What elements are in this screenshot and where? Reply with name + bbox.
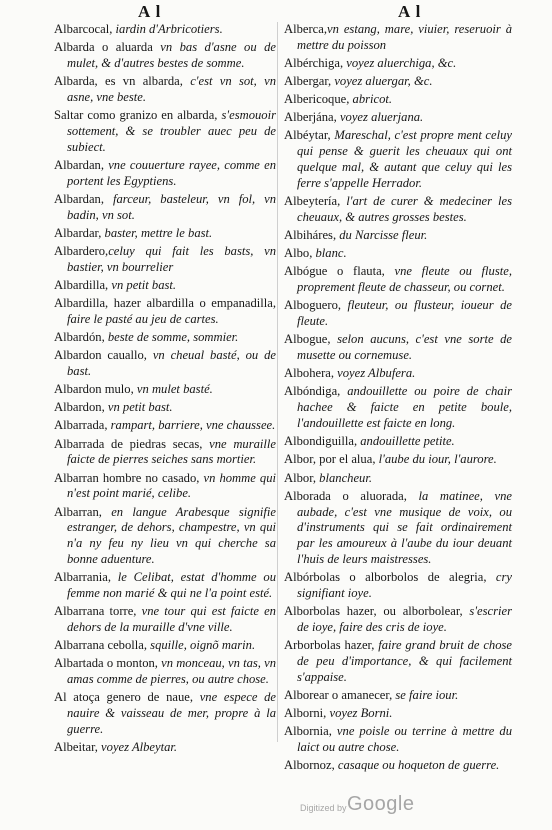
dictionary-entry (54, 158, 276, 190)
entry-definition: voyez Borni. (326, 706, 393, 721)
dictionary-entry (284, 758, 512, 774)
dictionary-entry (54, 570, 276, 602)
dictionary-entry (284, 570, 512, 602)
dictionary-entry (284, 688, 512, 704)
entry-definition: vne muraille faicte de pierres seiches sans mortier. (67, 436, 276, 467)
entry-definition: voyez aluerchiga, &c. (343, 56, 457, 70)
entry-definition: squille, oignõ marin. (147, 638, 256, 653)
entry-definition: vn homme qui n'est point marié, celibe. (67, 470, 276, 501)
entry-headword: Al atoça genero de naue, (54, 690, 193, 705)
dictionary-entry (284, 128, 512, 192)
entry-definition: voyez Albeytar. (97, 740, 178, 755)
entry-definition: l'art de curer & medeciner les cheuaux, & autres grosses bestes. (297, 194, 512, 225)
dictionary-entry (284, 92, 512, 108)
entry-headword: Albéytar, (284, 128, 331, 143)
entry-headword: Albarda o aluarda (54, 40, 153, 55)
dictionary-entry (54, 40, 276, 72)
running-head-left: A l (138, 2, 162, 21)
entry-headword: Albardan (54, 158, 101, 172)
entry-headword: Albarran hombre no casado, (54, 470, 200, 485)
entry-definition: blancheur. (316, 470, 372, 485)
entry-headword: Albiháres, (284, 228, 337, 243)
entry-headword: Alborni, (284, 706, 327, 721)
dictionary-entry (54, 330, 276, 346)
running-head-right: A l (398, 2, 422, 21)
entry-headword: Albardan, (54, 192, 105, 206)
entry-definition: vne espece de nauire & vaisseau de mer, propre à la guerre. (67, 690, 276, 737)
dictionary-entry (54, 108, 276, 156)
entry-definition: blanc. (312, 246, 347, 261)
google-logo: Google (347, 793, 415, 815)
dictionary-entry (284, 74, 512, 90)
entry-headword: Albeitar, (54, 740, 98, 755)
dictionary-entry (54, 226, 276, 242)
entry-definition: vn cheual basté, ou de bast. (67, 348, 276, 379)
entry-headword: Albarrada de piedras secas, (54, 436, 203, 451)
entry-headword: Albógue o flauta, (284, 264, 385, 279)
dictionary-entry (54, 656, 276, 688)
entry-definition: voyez aluergar, &c. (331, 74, 433, 89)
entry-definition: vn monceau, vn tas, vn amas comme de pierres, ou autre chose. (67, 656, 277, 687)
entry-headword: Albondiguilla, (284, 434, 358, 449)
entry-definition: s'escrier de ioye, faire des cris de ioye. (297, 604, 512, 635)
dictionary-entry (284, 194, 512, 226)
dictionary-entry (284, 434, 512, 450)
entry-headword: Alboguero, (284, 298, 342, 313)
dictionary-entry (54, 244, 276, 276)
entry-definition: vn bas d'asne ou de mulet, & d'autres bestes de somme. (67, 40, 276, 70)
entry-headword: Albarcocal, (54, 22, 113, 36)
dictionary-entry (284, 452, 512, 468)
entry-headword: Alborear o amanecer, (284, 688, 393, 703)
entry-headword: Albardero, (54, 244, 109, 259)
entry-headword: Albornia, (284, 724, 332, 739)
entry-definition: voyez Albufera. (334, 366, 416, 381)
entry-headword: Albartada o monton, (54, 656, 158, 671)
entry-headword: Albarrada, (54, 418, 108, 433)
entry-headword: Albor, (284, 470, 317, 485)
dictionary-entry (284, 384, 512, 432)
entry-headword: Albor, por el alua, (284, 452, 376, 467)
entry-headword: Albarda, es vn albarda, (54, 74, 183, 89)
entry-headword: Alborbolas hazer, ou alborbolear, (284, 604, 463, 619)
dictionary-entry (284, 604, 512, 636)
dictionary-entry (284, 110, 512, 126)
left-column (54, 22, 276, 758)
entry-headword: Albardón, (54, 330, 105, 345)
entry-definition: abricot. (349, 92, 393, 107)
dictionary-entry (54, 740, 276, 756)
dictionary-entry (54, 690, 276, 738)
entry-headword: Arborbolas hazer, (284, 638, 375, 653)
entry-definition: farceur, basteleur, vn fol, vn badin, vn sot. (67, 192, 276, 222)
entry-definition: cry signifiant ioye. (297, 570, 512, 601)
dictionary-entry (284, 471, 512, 487)
right-column (284, 22, 512, 777)
entry-headword: Albarran, (54, 504, 102, 519)
dictionary-entry (284, 264, 512, 296)
dictionary-entry (284, 706, 512, 722)
entry-definition: en langue Arabesque signifie estranger, de dehors, champestre, vn qui n'a ny feu ny lieu vn qui cherche sa bonne aduenture. (67, 504, 276, 567)
dictionary-entry (284, 638, 512, 686)
entry-headword: Saltar como granizo en albarda, (54, 108, 218, 123)
digitized-by-google-watermark (300, 793, 470, 817)
entry-headword: Albardon, (54, 400, 105, 415)
entry-headword: Albericoque, (284, 92, 350, 107)
entry-headword: Albarrania, (54, 570, 111, 585)
entry-headword: Albeytería, (284, 194, 341, 209)
entry-definition: c'est vn sot, vn asne, vne beste. (67, 74, 276, 104)
dictionary-entry (284, 56, 512, 72)
entry-definition: celuy qui fait les basts, vn bastier, vn bourrelier (67, 244, 276, 274)
entry-headword: Albardilla, (54, 278, 109, 293)
dictionary-entry (54, 400, 276, 416)
entry-definition: le Celibat, estat d'homme ou femme non marié & qui ne l'a point esté. (67, 570, 276, 601)
entry-definition: andouillette ou poire de chair hachee & faicte en petite boule, l'andouillette est faicte en long. (297, 384, 512, 431)
entry-headword: Alborada o aluorada, (284, 488, 407, 503)
dictionary-entry (54, 22, 276, 38)
entry-definition: Mareschal, c'est propre ment celuy qui pense & guerit les cheuaux qui ont quelque mal, & autant que celuy qui les ferre s'appelle Herrador. (297, 128, 512, 191)
entry-definition: vn petit bast. (104, 400, 173, 415)
entry-definition: du Narcisse fleur. (336, 228, 428, 243)
entry-definition: baster, mettre le bast. (101, 226, 213, 240)
dictionary-entry (54, 638, 276, 654)
entry-definition: vn petit bast. (108, 278, 177, 293)
entry-headword: Albarrana torre, (54, 604, 137, 619)
dictionary-entry (54, 382, 276, 398)
entry-definition: fleuteur, ou flusteur, ioueur de fleute. (297, 298, 512, 329)
entry-definition: , vne couuerture rayee, comme en portent les Egyptiens. (67, 158, 276, 188)
entry-headword: Albardon mulo, (54, 382, 134, 397)
dictionary-entry (54, 604, 276, 636)
dictionary-entry (284, 298, 512, 330)
entry-definition: rampart, barriere, vne chaussee. (107, 418, 276, 433)
dictionary-entry (54, 348, 276, 380)
dictionary-entry (54, 505, 276, 569)
entry-headword: Albohera, (284, 366, 335, 381)
entry-headword: Alberjána, (284, 110, 337, 125)
entry-definition: selon aucuns, c'est vne sorte de musette ou cornemuse. (297, 332, 512, 363)
entry-definition: se faire iour. (392, 688, 459, 703)
dictionary-entry (54, 278, 276, 294)
entry-definition: casaque ou hoqueton de guerre. (334, 758, 500, 773)
dictionary-entry (54, 471, 276, 503)
dictionary-entry (54, 74, 276, 106)
entry-headword: Albórbolas o alborbolos de alegria, (284, 570, 487, 585)
dictionary-entry (54, 296, 276, 328)
entry-definition: faire grand bruit de chose de peu d'importance, & qui facilement s'appaise. (297, 638, 513, 685)
entry-definition: vn mulet basté. (133, 382, 213, 397)
entry-headword: Albergar, (284, 74, 332, 89)
dictionary-entry (54, 192, 276, 224)
dictionary-entry (284, 228, 512, 244)
entry-definition: vne tour qui est faicte en dehors de la muraille d'vne ville. (67, 604, 276, 635)
dictionary-entry (284, 22, 512, 54)
entry-definition: faire le pasté au jeu de cartes. (67, 312, 219, 327)
entry-headword: Albérchiga, (284, 56, 344, 70)
entry-definition: la matinee, vne aubade, c'est vne musique de voix, ou d'instruments qui se fait ordinairement par les amoureux à l'aube du iour deuant l'huis de leurs maistresses. (297, 488, 513, 567)
entry-definition: beste de somme, sommier. (104, 330, 239, 345)
entry-headword: Albardon cauallo, (54, 348, 147, 363)
dictionary-entry (54, 437, 276, 469)
digitized-by-label: Digitized by (300, 803, 347, 813)
entry-definition: vne poisle ou terrine à mettre du laict ou autre chose. (297, 724, 512, 755)
dictionary-entry (284, 724, 512, 756)
entry-definition: vn estang, mare, viuier, reseruoir à mettre du poisson (297, 22, 512, 52)
entry-headword: Albarrana cebolla, (54, 638, 148, 653)
entry-headword: Alberca, (284, 22, 328, 36)
entry-headword: Albóndiga, (284, 384, 341, 399)
entry-definition: iardin d'Arbricotiers. (112, 22, 223, 36)
dictionary-entry (284, 246, 512, 262)
entry-headword: Albornoz, (284, 758, 335, 773)
entry-definition: s'esmouoir sottement, & se troubler auec peu de subiect. (67, 108, 276, 154)
dictionary-entry (284, 366, 512, 382)
entry-definition: l'aube du iour, l'aurore. (375, 452, 497, 467)
entry-headword: Albogue, (284, 332, 331, 347)
entry-definition: andouillette petite. (357, 434, 455, 449)
dictionary-entry (284, 489, 512, 569)
dictionary-entry (54, 418, 276, 434)
entry-headword: Albardilla, hazer albardilla o empanadilla, (54, 296, 276, 311)
entry-definition: vne fleute ou fluste, proprement fleute de chasseur, ou cornet. (297, 264, 512, 295)
dictionary-entry (284, 332, 512, 364)
entry-definition: voyez aluerjana. (336, 110, 424, 125)
entry-headword: Albardar, (54, 226, 102, 240)
entry-headword: Albo, (284, 246, 313, 261)
